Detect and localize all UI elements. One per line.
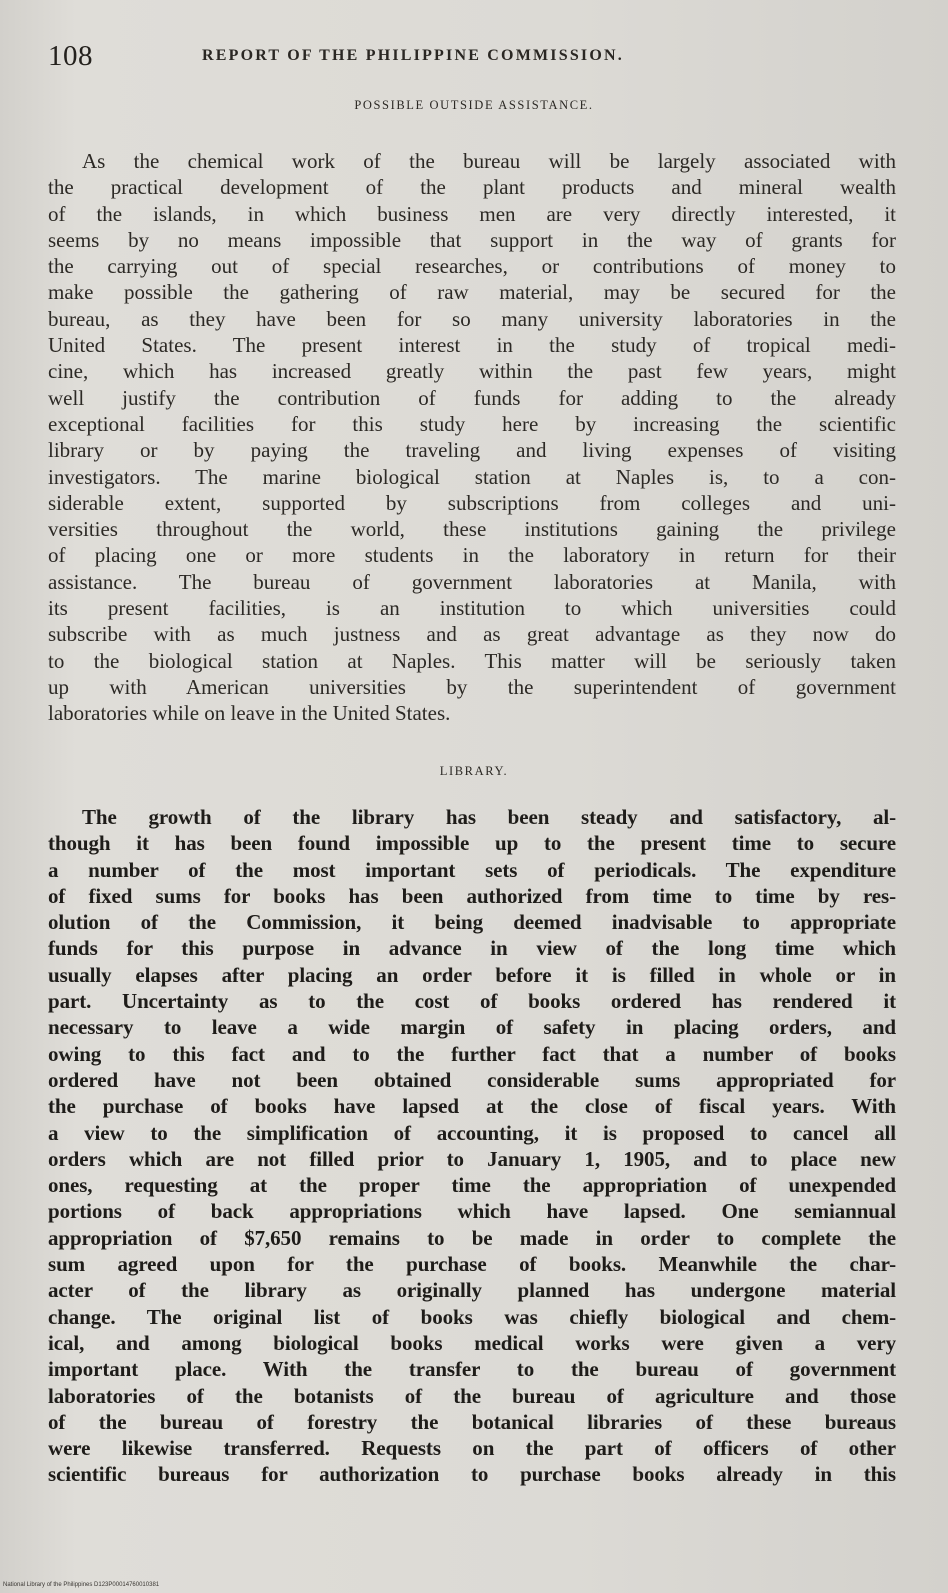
text-line: part. Uncertainty as to the cost of books ordered has rendered it	[48, 989, 896, 1014]
text-line: United States. The present interest in the study of tropical medi-	[48, 333, 896, 358]
text-line: of the islands, in which business men are very directly interested, it	[48, 201, 896, 226]
scan-footer-note: National Library of the Philippines D123P00014760010381	[3, 1582, 160, 1588]
text-line: versities throughout the world, these institutions gaining the privilege	[48, 517, 896, 542]
text-line: to the biological station at Naples. This matter will be seriously taken	[48, 648, 896, 673]
text-line: investigators. The marine biological station at Naples is, to a con-	[48, 464, 896, 489]
text-line: seems by no means impossible that support in the way of grants for	[48, 227, 896, 252]
text-line: laboratories while on leave in the United States.	[48, 701, 451, 726]
text-line: appropriation of $7,650 remains to be made in order to complete the	[48, 1225, 896, 1250]
text-line: exceptional facilities for this study here by increasing the scientific	[48, 411, 896, 436]
page-header	[40, 40, 900, 80]
text-line: ordered have not been obtained considerable sums appropriated for	[48, 1067, 896, 1092]
text-line: portions of back appropriations which have lapsed. One semiannual	[48, 1199, 896, 1224]
text-line: cine, which has increased greatly within the past few years, might	[48, 359, 896, 384]
running-head: REPORT OF THE PHILIPPINE COMMISSION.	[202, 47, 624, 64]
section-heading-library: LIBRARY.	[439, 764, 509, 778]
page-number: 108	[48, 40, 93, 72]
text-line: of fixed sums for books has been authorized from time to time by res-	[48, 883, 896, 908]
text-line: orders which are not filled prior to January 1, 1905, and to place new	[48, 1146, 896, 1171]
text-line: important place. With the transfer to the bureau of government	[48, 1357, 896, 1382]
text-line: the purchase of books have lapsed at the close of fiscal years. With	[48, 1094, 896, 1119]
text-line: assistance. The bureau of government laboratories at Manila, with	[48, 569, 896, 594]
text-line: laboratories of the botanists of the bureau of agriculture and those	[48, 1383, 896, 1408]
text-line: olution of the Commission, it being deemed inadvisable to appropriate	[48, 910, 896, 935]
text-line: The growth of the library has been steady and satisfactory, al-	[82, 805, 896, 829]
paragraph-outside-assistance	[48, 148, 896, 727]
text-line: a number of the most important sets of periodicals. The expenditure	[48, 857, 896, 882]
text-line: ical, and among biological books medical works were given a very	[48, 1330, 896, 1355]
text-line: subscribe with as much justness and as great advantage as they now do	[48, 622, 896, 647]
text-line: sum agreed upon for the purchase of books. Meanwhile the char-	[48, 1252, 896, 1277]
text-line: usually elapses after placing an order before it is filled in whole or in	[48, 962, 896, 987]
text-line: ones, requesting at the proper time the appropriation of unexpended	[48, 1173, 896, 1198]
text-line: change. The original list of books was chiefly biological and chem-	[48, 1304, 896, 1329]
text-line: the carrying out of special researches, or contributions of money to	[48, 254, 896, 279]
text-line: scientific bureaus for authorization to purchase books already in this	[48, 1462, 896, 1487]
text-line: library or by paying the traveling and living expenses of visiting	[48, 438, 896, 463]
section-heading-outside-assistance: POSSIBLE OUTSIDE ASSISTANCE.	[354, 98, 594, 112]
text-line: siderable extent, supported by subscriptions from colleges and uni-	[48, 490, 896, 515]
text-line: bureau, as they have been for so many university laboratories in the	[48, 306, 896, 331]
text-line: the practical development of the plant products and mineral wealth	[48, 175, 896, 200]
text-line: acter of the library as originally planned has undergone material	[48, 1278, 896, 1303]
text-line: its present facilities, is an institution to which universities could	[48, 596, 896, 621]
text-line: were likewise transferred. Requests on the part of officers of other	[48, 1436, 896, 1461]
text-line: a view to the simplification of accounting, it is proposed to cancel all	[48, 1120, 896, 1145]
text-line: of placing one or more students in the laboratory in return for their	[48, 543, 896, 568]
text-line: make possible the gathering of raw material, may be secured for the	[48, 280, 896, 305]
text-line: necessary to leave a wide margin of safety in placing orders, and	[48, 1015, 896, 1040]
text-line: up with American universities by the superintendent of government	[48, 674, 896, 699]
text-line: of the bureau of forestry the botanical libraries of these bureaus	[48, 1409, 896, 1434]
text-line: though it has been found impossible up to the present time to secure	[48, 831, 896, 856]
text-line: owing to this fact and to the further fact that a number of books	[48, 1041, 896, 1066]
paragraph-library	[48, 804, 896, 1488]
text-line: funds for this purpose in advance in view of the long time which	[48, 936, 896, 961]
text-line: As the chemical work of the bureau will be largely associated with	[82, 149, 896, 173]
text-line: well justify the contribution of funds for adding to the already	[48, 385, 896, 410]
